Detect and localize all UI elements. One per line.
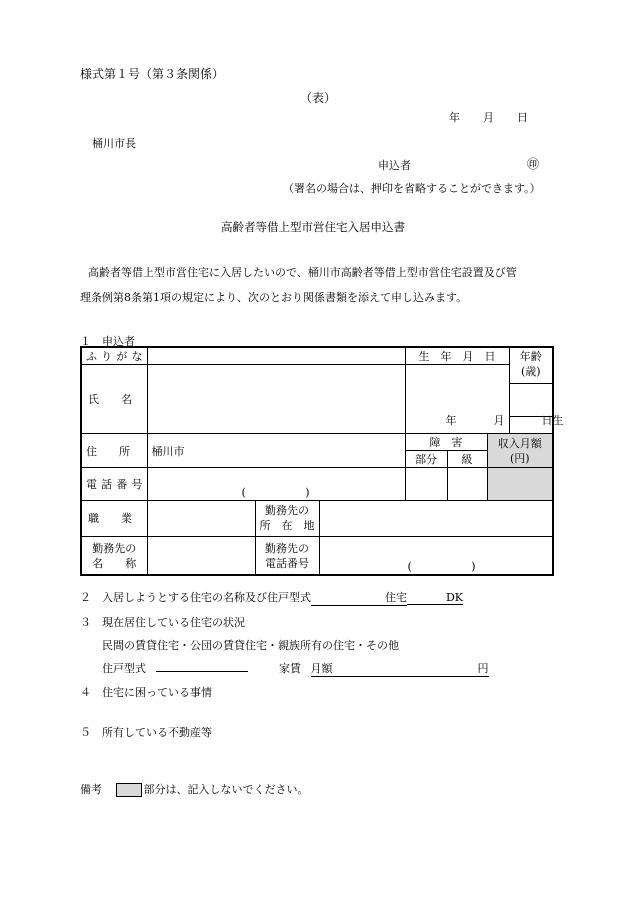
- work-location-label-2: 所 在 地: [259, 519, 315, 533]
- date-day-label: 日: [517, 111, 528, 124]
- work-phone-field[interactable]: [319, 537, 553, 575]
- section-2: [80, 589, 463, 606]
- work-phone-paren-open: (: [407, 560, 412, 573]
- furigana-label: ふりがな: [81, 347, 147, 365]
- current-housing-types: 民間の賃貸住宅・公団の賃貸住宅・親族所有の住宅・その他: [102, 639, 399, 652]
- section-1-heading: １ 申込者: [80, 335, 135, 348]
- work-name-label: [81, 537, 147, 575]
- disability-part-label: 部分: [405, 451, 447, 468]
- birthdate-header: 生 年 月 日: [405, 347, 509, 365]
- housing-name-field[interactable]: [311, 589, 407, 606]
- name-field[interactable]: [147, 365, 405, 434]
- section-3-heading: ３ 現在居住している住宅の状況: [80, 616, 245, 629]
- income-label: 収入月額: [497, 436, 542, 450]
- addressee: 桶川市長: [92, 137, 136, 150]
- gray-box-sample: [116, 783, 142, 797]
- yen-label: 円: [477, 662, 489, 675]
- work-location-label: [255, 500, 319, 536]
- work-name-label-2: 名 称: [92, 556, 137, 570]
- work-name-label-1: 勤務先の: [92, 541, 137, 555]
- date-year-label: 年: [449, 111, 460, 124]
- birth-month-label: 月: [493, 414, 505, 428]
- income-unit: (円): [509, 451, 530, 465]
- work-phone-label-1: 勤務先の: [265, 541, 309, 555]
- dk-label: DK: [445, 591, 463, 604]
- income-header: [487, 433, 553, 467]
- remarks-label: 備考: [80, 783, 102, 796]
- disability-grade-field[interactable]: [447, 468, 487, 500]
- furigana-field[interactable]: [147, 347, 405, 365]
- name-label: 氏 名: [81, 365, 147, 434]
- section-5-heading: ５ 所有している不動産等: [80, 726, 212, 739]
- body-text-line-1: 高齢者等借上型市営住宅に入居したいので、桶川市高齢者等借上型市営住宅設置及び管: [88, 266, 517, 279]
- work-name-field[interactable]: [147, 537, 255, 575]
- age-unit: (歳): [520, 365, 541, 378]
- age-label: 年齢: [519, 350, 542, 363]
- housing-label: 住宅: [385, 591, 407, 604]
- seal-mark: ㊞: [527, 157, 540, 171]
- work-location-label-1: 勤務先の: [265, 504, 309, 518]
- work-location-field[interactable]: [319, 500, 553, 536]
- occupation-label: 職 業: [81, 500, 147, 536]
- phone-paren-close: ): [305, 485, 310, 499]
- form-side-label: （表）: [300, 91, 337, 105]
- income-field: [487, 468, 553, 500]
- form-number: 様式第１号（第３条関係）: [80, 67, 225, 81]
- phone-paren-open: (: [241, 485, 246, 499]
- section-4-heading: ４ 住宅に困っている事情: [80, 686, 212, 699]
- birthdate-field[interactable]: [405, 365, 564, 434]
- unit-type-label: 住戸型式: [102, 662, 146, 675]
- address-label: 住 所: [81, 433, 147, 467]
- address-field[interactable]: [147, 433, 405, 467]
- work-phone-paren-close: ): [471, 560, 476, 573]
- body-text-line-2: 理条例第8条第1項の規定により、次のとおり関係書類を添えて申し込みます。: [80, 291, 468, 304]
- section-2-text: ２ 入居しようとする住宅の名称及び住戸型式: [80, 591, 311, 604]
- applicant-label: 申込者: [378, 159, 411, 172]
- birth-day-label: 日生: [541, 414, 564, 428]
- current-unit-type-field[interactable]: [156, 671, 248, 672]
- unit-type-field[interactable]: [407, 591, 463, 605]
- age-header: [509, 347, 553, 384]
- signature-note: （署名の場合は、押印を省略することができます。）: [283, 182, 541, 195]
- rent-field[interactable]: [311, 660, 489, 677]
- rent-label: 家賃: [279, 662, 301, 675]
- work-phone-label-2: 電話番号: [265, 556, 309, 570]
- applicant-table: [80, 346, 564, 576]
- remarks: [80, 781, 309, 797]
- phone-field[interactable]: [147, 468, 405, 500]
- disability-grade-label: 級: [447, 451, 487, 468]
- work-phone-label: [255, 537, 319, 575]
- disability-part-field[interactable]: [405, 468, 447, 500]
- birth-year-label: 年: [445, 414, 457, 428]
- date-month-label: 月: [483, 111, 494, 124]
- disability-header: 障 害: [405, 433, 487, 450]
- current-housing-details: [102, 660, 489, 677]
- monthly-label: 月額: [310, 662, 333, 675]
- occupation-field[interactable]: [147, 500, 255, 536]
- address-value: 桶川市: [151, 444, 185, 458]
- phone-label: 電話番号: [81, 468, 147, 500]
- form-title: 高齢者等借上型市営住宅入居申込書: [221, 220, 405, 234]
- remarks-text: 部分は、記入しないでください。: [143, 783, 309, 796]
